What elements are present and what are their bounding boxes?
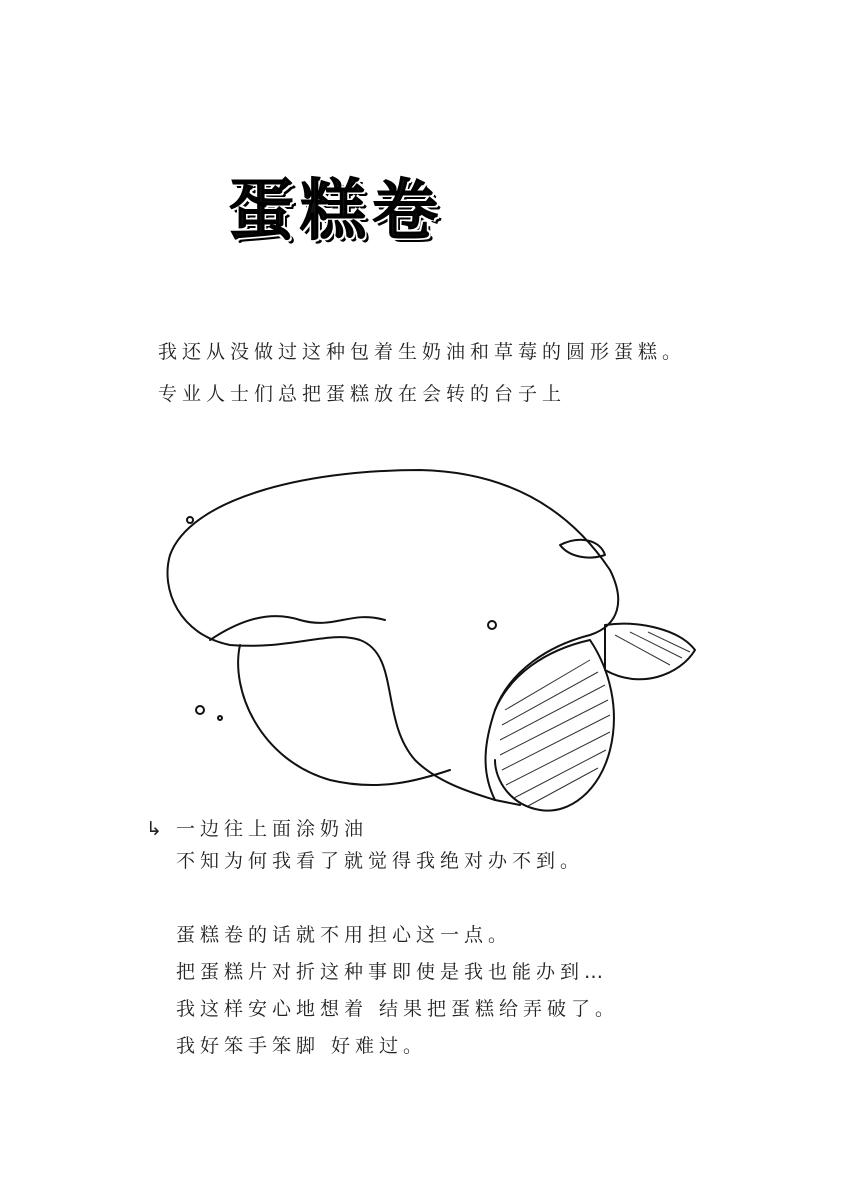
body-paragraph — [176, 926, 619, 1074]
caption-line: 不知为何我看了就觉得我绝对办不到。 — [176, 850, 585, 872]
caption-line — [146, 820, 584, 852]
intro-line: 我还从没做过这种包着生奶油和草莓的圆形蛋糕。 — [158, 341, 687, 363]
cake-roll-drawing-icon — [150, 460, 710, 820]
intro-paragraph — [158, 343, 686, 427]
body-line: 我这样安心地想着 结果把蛋糕给弄破了。 — [176, 998, 620, 1020]
body-line: 蛋糕卷的话就不用担心这一点。 — [176, 924, 513, 946]
caption-first-line: 一边往上面涂奶油 — [176, 818, 369, 840]
page-title: 蛋糕卷 — [228, 172, 444, 249]
illustration-caption — [146, 820, 584, 884]
intro-line: 专业人士们总把蛋糕放在会转的台子上 — [158, 383, 567, 405]
curved-arrow-icon: ↳ — [146, 818, 167, 840]
body-line: 我好笨手笨脚 好难过。 — [176, 1035, 428, 1057]
body-line: 把蛋糕片对折这种事即使是我也能办到… — [176, 961, 609, 983]
